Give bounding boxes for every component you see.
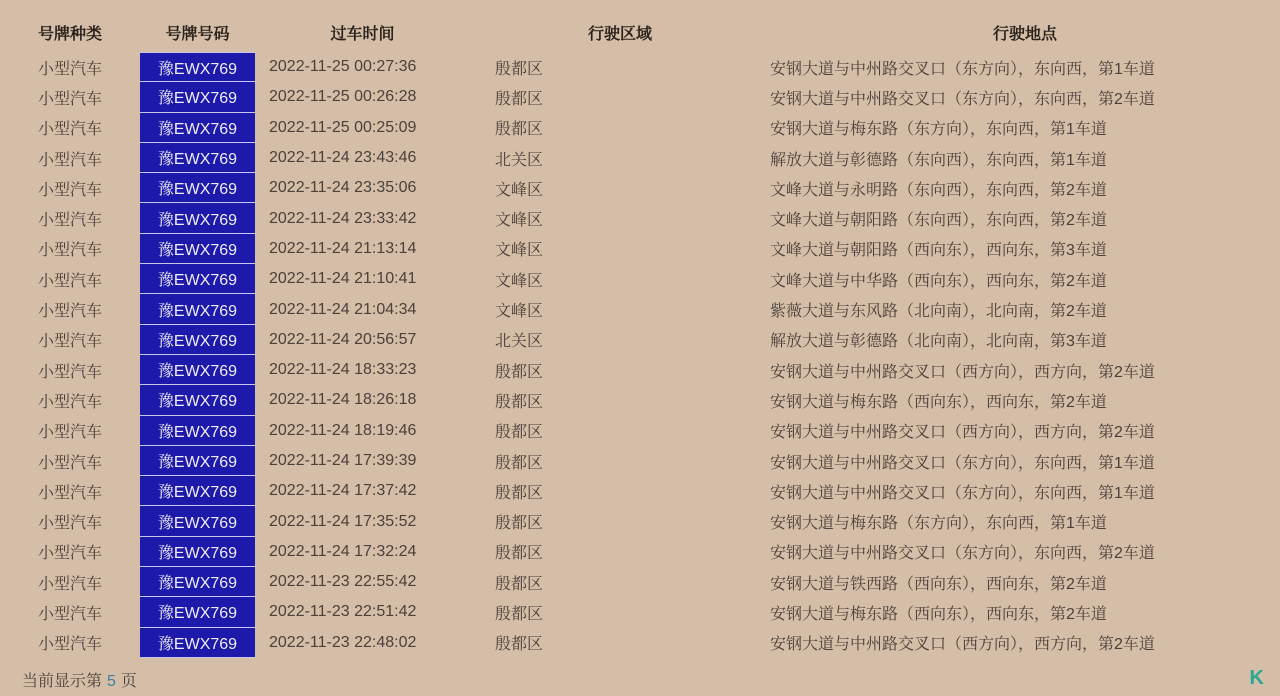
district-cell: 殷都区 [495, 636, 544, 654]
table-row [0, 446, 1280, 476]
plate-type-cell: 小型汽车 [37, 60, 102, 78]
table-row [0, 506, 1280, 536]
location-cell: 安钢大道与中州路交叉口（西方向），西方向，第2车道 [770, 363, 1155, 381]
table-row [0, 203, 1280, 233]
plate-number-cell [140, 385, 255, 415]
plate-number-badge[interactable]: 豫EWX769 [140, 385, 255, 415]
plate-type-cell: 小型汽车 [37, 181, 102, 199]
table-row [0, 52, 1280, 82]
plate-number-badge[interactable]: 豫EWX769 [140, 294, 255, 324]
location-cell: 安钢大道与铁西路（西向东），西向东，第2车道 [770, 575, 1107, 593]
table-row [0, 113, 1280, 143]
pass-time-cell: 2022-11-24 21:10:41 [269, 270, 417, 288]
plate-number-cell [140, 294, 255, 324]
pass-time-cell: 2022-11-24 23:43:46 [269, 149, 417, 167]
location-cell: 安钢大道与梅东路（西向东），西向东，第2车道 [770, 393, 1107, 411]
plate-number-cell [140, 506, 255, 536]
pass-time-cell: 2022-11-24 20:56:57 [269, 330, 417, 348]
plate-type-cell: 小型汽车 [37, 212, 102, 230]
pass-time-cell: 2022-11-25 00:27:36 [269, 58, 417, 76]
table-row [0, 567, 1280, 597]
plate-number-badge[interactable]: 豫EWX769 [140, 416, 255, 446]
header-plate-number: 号牌号码 [165, 25, 230, 43]
plate-number-badge[interactable]: 豫EWX769 [140, 234, 255, 264]
pass-time-cell: 2022-11-24 17:39:39 [269, 452, 417, 469]
location-cell: 安钢大道与中州路交叉口（西方向），西方向，第2车道 [770, 424, 1155, 442]
plate-type-cell: 小型汽车 [37, 333, 102, 351]
location-cell: 安钢大道与中州路交叉口（东方向），东向西，第2车道 [770, 90, 1155, 108]
location-cell: 安钢大道与中州路交叉口（东方向），东向西，第1车道 [770, 484, 1155, 502]
district-cell: 文峰区 [495, 242, 544, 260]
plate-type-cell: 小型汽车 [37, 121, 102, 139]
plate-number-cell [140, 537, 255, 567]
pass-time-cell: 2022-11-25 00:25:09 [269, 118, 417, 136]
district-cell: 殷都区 [495, 363, 544, 381]
table-row [0, 597, 1280, 627]
plate-number-cell [140, 264, 255, 294]
pass-time-cell: 2022-11-24 17:35:52 [269, 512, 417, 530]
pass-time-cell: 2022-11-24 17:37:42 [269, 482, 417, 500]
plate-number-badge[interactable]: 豫EWX769 [140, 628, 255, 658]
district-cell: 北关区 [495, 151, 544, 169]
plate-type-cell: 小型汽车 [37, 605, 102, 623]
plate-type-cell: 小型汽车 [37, 424, 102, 442]
district-cell: 殷都区 [495, 484, 544, 502]
pass-time-cell: 2022-11-23 22:51:42 [269, 603, 417, 621]
plate-number-badge[interactable]: 豫EWX769 [140, 476, 255, 506]
location-cell: 安钢大道与中州路交叉口（西方向），西方向，第2车道 [770, 636, 1155, 654]
pass-time-cell: 2022-11-24 21:13:14 [269, 239, 417, 257]
district-cell: 文峰区 [495, 303, 544, 321]
table-row [0, 476, 1280, 506]
plate-number-cell [140, 597, 255, 627]
pass-time-cell: 2022-11-24 18:33:23 [269, 361, 417, 379]
district-cell: 殷都区 [495, 515, 544, 533]
pass-time-cell: 2022-11-24 21:04:34 [269, 300, 417, 318]
plate-number-badge[interactable]: 豫EWX769 [140, 537, 255, 567]
plate-number-cell [140, 628, 255, 658]
pass-time-cell: 2022-11-25 00:26:28 [269, 88, 417, 106]
plate-number-badge[interactable]: 豫EWX769 [140, 264, 255, 294]
plate-number-badge[interactable]: 豫EWX769 [140, 113, 255, 143]
header-plate-type: 号牌种类 [37, 25, 102, 43]
plate-number-badge[interactable]: 豫EWX769 [140, 355, 255, 385]
location-cell: 文峰大道与永明路（东向西），东向西，第2车道 [770, 181, 1107, 199]
table-row [0, 325, 1280, 355]
plate-number-cell [140, 476, 255, 506]
plate-number-badge[interactable]: 豫EWX769 [140, 446, 255, 476]
table-row [0, 173, 1280, 203]
plate-type-cell: 小型汽车 [37, 454, 102, 472]
table-body [0, 52, 1280, 658]
table-row [0, 264, 1280, 294]
plate-number-cell [140, 52, 255, 82]
table-row [0, 234, 1280, 264]
plate-number-badge[interactable]: 豫EWX769 [140, 82, 255, 112]
location-cell: 安钢大道与梅东路（东方向），东向西，第1车道 [770, 515, 1107, 533]
pagination-prefix: 当前显示第 [22, 672, 103, 690]
location-cell: 文峰大道与朝阳路（西向东），西向东，第3车道 [770, 242, 1107, 260]
plate-type-cell: 小型汽车 [37, 393, 102, 411]
plate-type-cell: 小型汽车 [37, 575, 102, 593]
current-page-number: 5 [107, 672, 116, 690]
plate-number-cell [140, 143, 255, 173]
district-cell: 殷都区 [495, 121, 544, 139]
location-cell: 解放大道与彰德路（北向南），北向南，第3车道 [770, 333, 1107, 351]
location-cell: 安钢大道与梅东路（东方向），东向西，第1车道 [770, 121, 1107, 139]
plate-number-cell [140, 416, 255, 446]
plate-type-cell: 小型汽车 [37, 303, 102, 321]
table-header-row [0, 0, 1280, 52]
pagination-suffix: 页 [120, 672, 137, 690]
plate-type-cell: 小型汽车 [37, 484, 102, 502]
pass-time-cell: 2022-11-24 23:33:42 [269, 209, 417, 227]
location-cell: 安钢大道与中州路交叉口（东方向），东向西，第1车道 [770, 454, 1155, 472]
plate-type-cell: 小型汽车 [37, 151, 102, 169]
header-driving-location: 行驶地点 [992, 25, 1057, 43]
table-row [0, 385, 1280, 415]
table-row [0, 628, 1280, 658]
plate-number-cell [140, 567, 255, 597]
district-cell: 文峰区 [495, 181, 544, 199]
header-driving-district: 行驶区域 [587, 25, 652, 43]
plate-type-cell: 小型汽车 [37, 545, 102, 563]
location-cell: 安钢大道与梅东路（西向东），西向东，第2车道 [770, 605, 1107, 623]
table-row [0, 143, 1280, 173]
plate-number-badge[interactable]: 豫EWX769 [140, 203, 255, 233]
district-cell: 殷都区 [495, 454, 544, 472]
plate-number-badge[interactable]: 豫EWX769 [140, 52, 255, 82]
plate-number-cell [140, 355, 255, 385]
location-cell: 文峰大道与朝阳路（东向西），东向西，第2车道 [770, 212, 1107, 230]
district-cell: 殷都区 [495, 424, 544, 442]
location-cell: 解放大道与彰德路（东向西），东向西，第1车道 [770, 151, 1107, 169]
plate-type-cell: 小型汽车 [37, 272, 102, 290]
plate-type-cell: 小型汽车 [37, 363, 102, 381]
location-cell: 安钢大道与中州路交叉口（东方向），东向西，第2车道 [770, 545, 1155, 563]
plate-number-badge[interactable]: 豫EWX769 [140, 325, 255, 355]
district-cell: 北关区 [495, 333, 544, 351]
pagination-status [22, 668, 1280, 691]
district-cell: 殷都区 [495, 575, 544, 593]
plate-number-badge[interactable]: 豫EWX769 [140, 143, 255, 173]
plate-type-cell: 小型汽车 [37, 515, 102, 533]
location-cell: 安钢大道与中州路交叉口（东方向），东向西，第1车道 [770, 60, 1155, 78]
pass-time-cell: 2022-11-23 22:48:02 [269, 633, 417, 651]
pass-time-cell: 2022-11-23 22:55:42 [269, 573, 417, 591]
plate-type-cell: 小型汽车 [37, 636, 102, 654]
plate-type-cell: 小型汽车 [37, 90, 102, 108]
district-cell: 殷都区 [495, 393, 544, 411]
table-row [0, 416, 1280, 446]
plate-number-cell [140, 446, 255, 476]
district-cell: 殷都区 [495, 90, 544, 108]
district-cell: 殷都区 [495, 60, 544, 78]
plate-number-cell [140, 113, 255, 143]
pass-time-cell: 2022-11-24 18:19:46 [269, 421, 417, 439]
pass-time-cell: 2022-11-24 18:26:18 [269, 391, 417, 409]
location-cell: 文峰大道与中华路（西向东），西向东，第2车道 [770, 272, 1107, 290]
plate-number-cell [140, 325, 255, 355]
plate-number-cell [140, 82, 255, 112]
pass-time-cell: 2022-11-24 17:32:24 [269, 542, 417, 560]
table-row [0, 294, 1280, 324]
district-cell: 殷都区 [495, 605, 544, 623]
plate-type-cell: 小型汽车 [37, 242, 102, 260]
plate-number-cell [140, 173, 255, 203]
plate-number-badge[interactable]: 豫EWX769 [140, 173, 255, 203]
district-cell: 文峰区 [495, 272, 544, 290]
location-cell: 紫薇大道与东风路（北向南），北向南，第2车道 [770, 303, 1107, 321]
pass-time-cell: 2022-11-24 23:35:06 [269, 179, 417, 197]
plate-number-cell [140, 203, 255, 233]
district-cell: 文峰区 [495, 212, 544, 230]
district-cell: 殷都区 [495, 545, 544, 563]
plate-number-badge[interactable]: 豫EWX769 [140, 567, 255, 597]
plate-number-badge[interactable]: 豫EWX769 [140, 597, 255, 627]
table-row [0, 82, 1280, 112]
k-logo: K [1249, 667, 1264, 689]
plate-number-cell [140, 234, 255, 264]
table-row [0, 537, 1280, 567]
header-pass-time: 过车时间 [330, 25, 395, 43]
table-row [0, 355, 1280, 385]
plate-number-badge[interactable]: 豫EWX769 [140, 506, 255, 536]
